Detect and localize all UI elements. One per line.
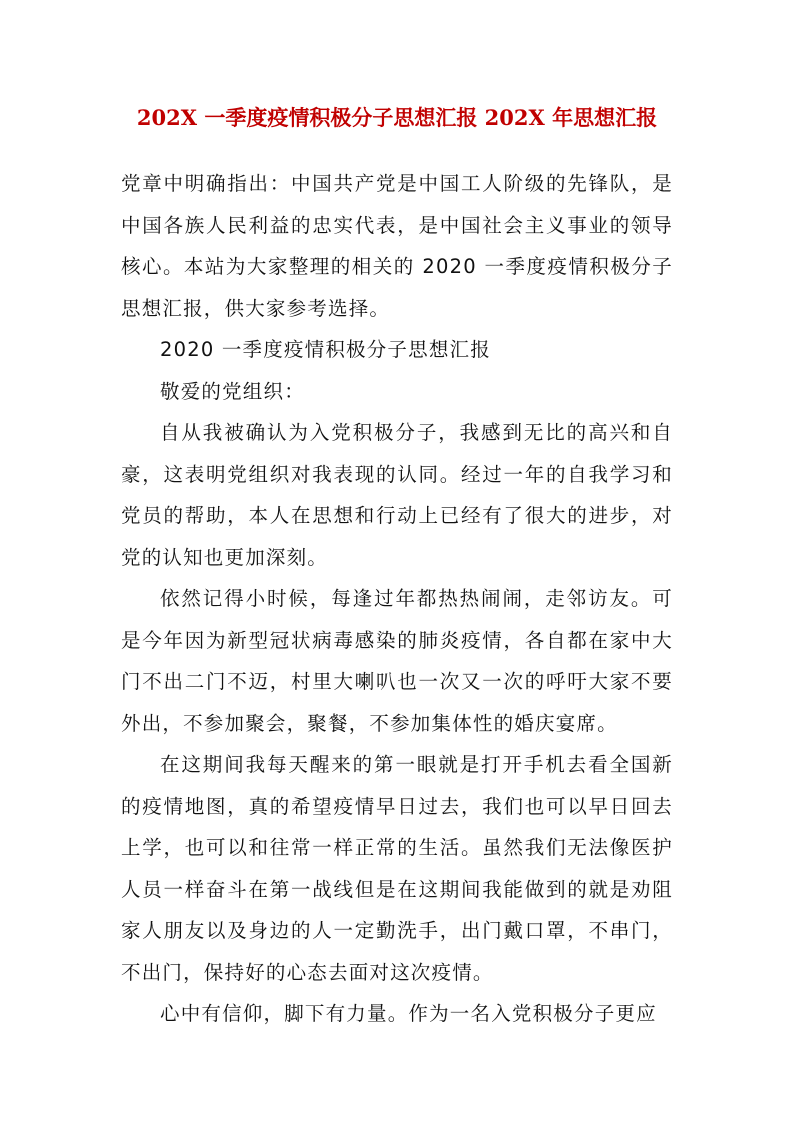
- document-title: 202X 一季度疫情积极分子思想汇报 202X 年思想汇报: [136, 105, 658, 130]
- body-paragraph: 心中有信仰，脚下有力量。作为一名入党积极分子更应: [160, 1002, 657, 1025]
- body-paragraph: 依然记得小时候，每逢过年都热热闹闹，走邻访友。可是今年因为新型冠状病毒感染的肺炎疫情，各自都在家中大门不出二门不迈，村里大喇叭也一次又一次的呼吁大家不要外出，不参加聚会，聚餐，不参加集体性的婚庆宴席。: [121, 587, 673, 735]
- body-paragraph: 自从我被确认为入党积极分子，我感到无比的高兴和自豪，这表明党组织对我表现的认同。经过一年的自我学习和党员的帮助，本人在思想和行动上已经有了很大的进步，对党的认知也更加深刻。: [121, 421, 673, 569]
- salutation: 敬爱的党组织：: [160, 379, 305, 403]
- intro-paragraph: 党章中明确指出：中国共产党是中国工人阶级的先锋队，是中国各族人民利益的忠实代表，是中国社会主义事业的领导核心。本站为大家整理的相关的 2020 一季度疫情积极分子思想汇报，供大家参考选择。: [121, 172, 673, 320]
- document-body: [121, 163, 673, 1035]
- report-heading: 2020 一季度疫情积极分子思想汇报: [160, 338, 491, 361]
- body-paragraph: 在这期间我每天醒来的第一眼就是打开手机去看全国新的疫情地图，真的希望疫情早日过去，我们也可以早日回去上学，也可以和往常一样正常的生活。虽然我们无法像医护人员一样奋斗在第一战线但是在这期间我能做到的就是劝阻家人朋友以及身边的人一定勤洗手，出门戴口罩，不串门，不出门，保持好的心态去面对这次疫情。: [121, 753, 673, 984]
